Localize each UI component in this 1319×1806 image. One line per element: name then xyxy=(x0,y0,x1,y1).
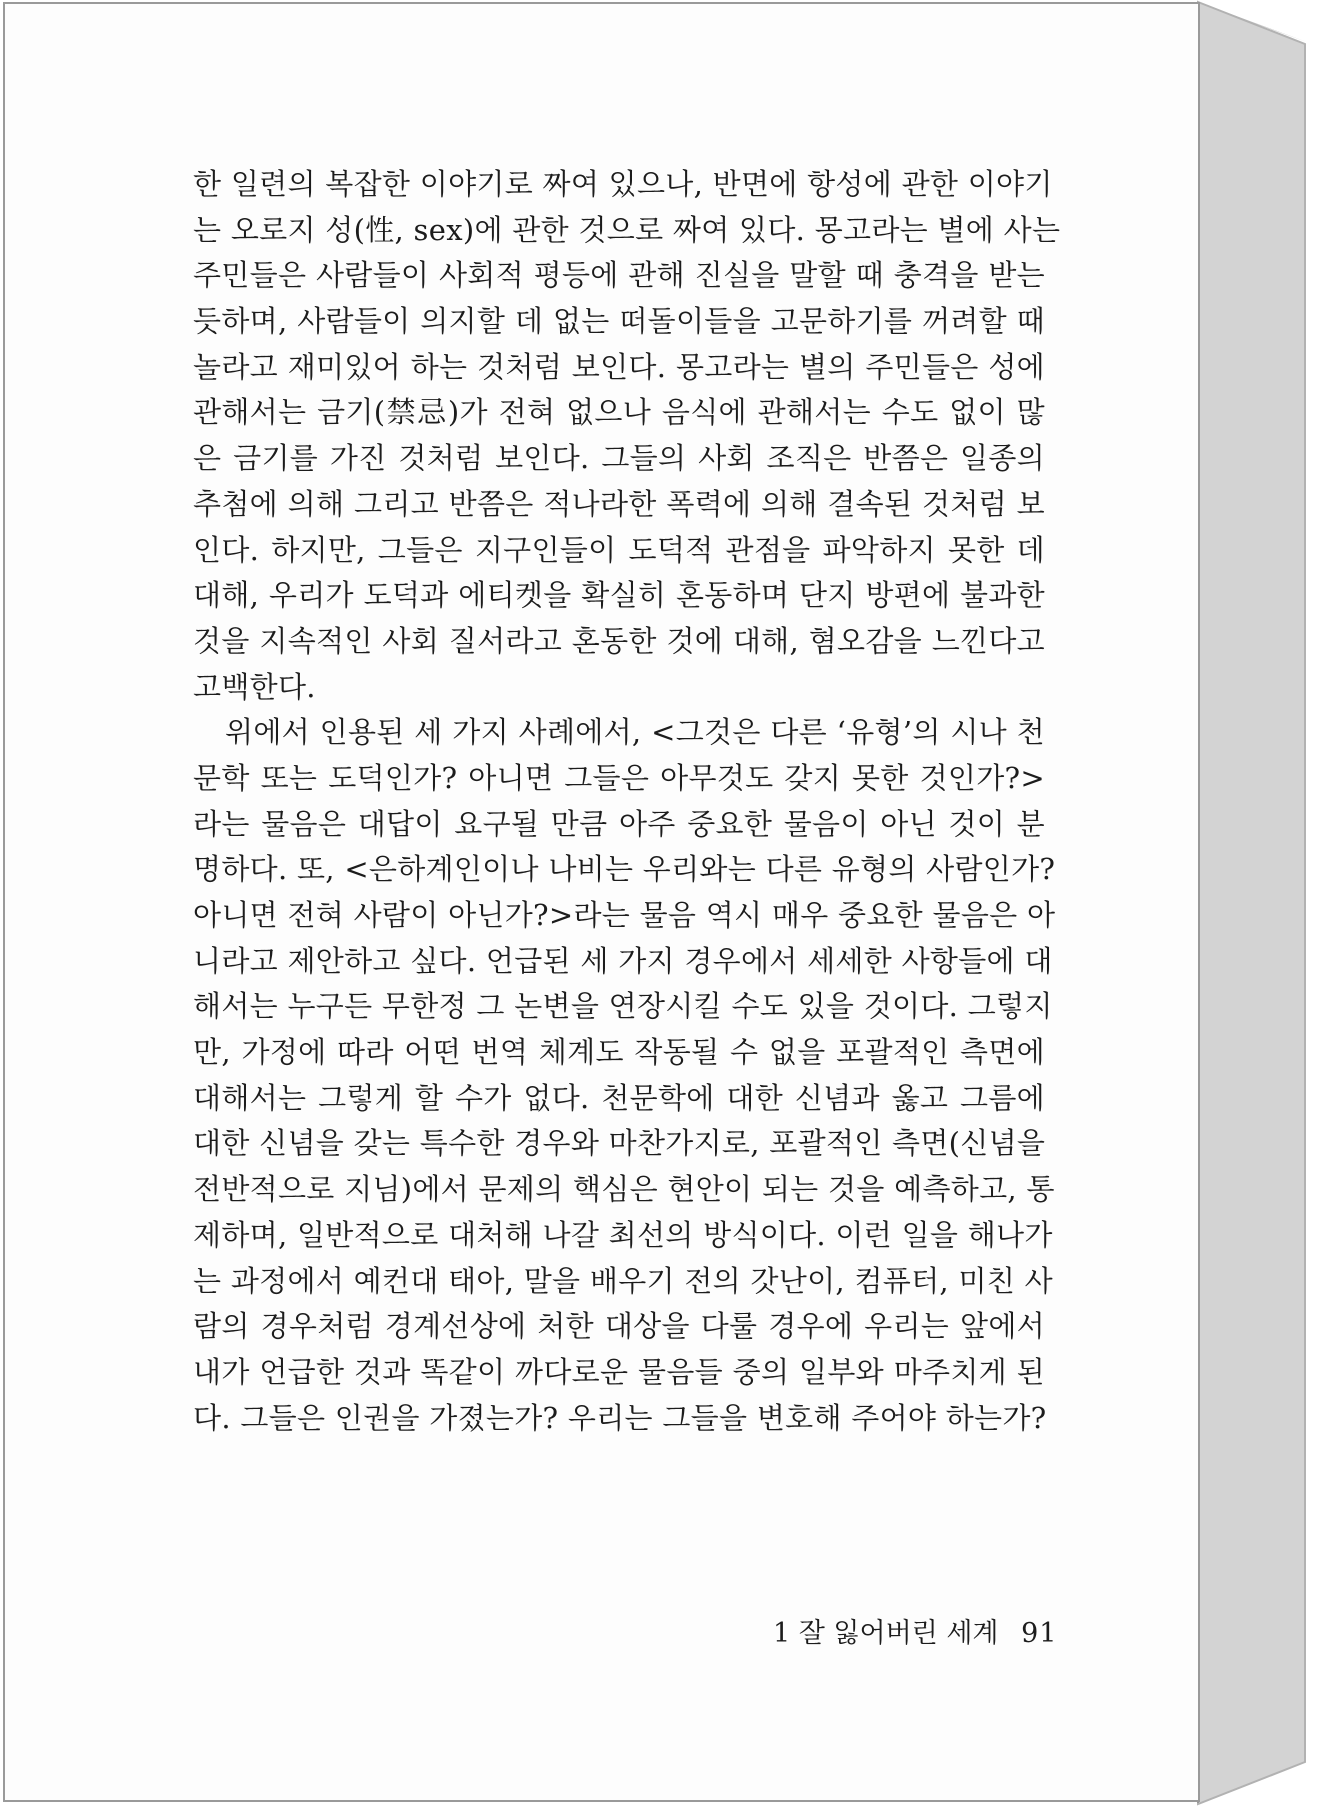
body-text xyxy=(193,162,1061,1441)
text-line: 대한 신념을 갖는 특수한 경우와 마찬가지로, 포괄적인 측면(신념을 xyxy=(193,1126,1046,1161)
text-line: 니라고 제안하고 싶다. 언급된 세 가지 경우에서 세세한 사항들에 대 xyxy=(193,943,1053,978)
text-line: 것을 지속적인 사회 질서라고 혼동한 것에 대해, 혐오감을 느낀다고 xyxy=(193,623,1045,658)
page-footer xyxy=(773,1614,1057,1654)
text-line: 대해서는 그렇게 할 수가 없다. 천문학에 대한 신념과 옳고 그름에 xyxy=(193,1080,1045,1115)
text-line: 대해, 우리가 도덕과 에티켓을 확실히 혼동하며 단지 방편에 불과한 xyxy=(193,578,1045,613)
text-line: 관해서는 금기(禁忌)가 전혀 없으나 음식에 관해서는 수도 없이 많 xyxy=(193,395,1045,430)
text-line: 는 과정에서 예컨대 태아, 말을 배우기 전의 갓난이, 컴퓨터, 미친 사 xyxy=(193,1263,1053,1298)
text-line: 놀라고 재미있어 하는 것처럼 보인다. 몽고라는 별의 주민들은 성에 xyxy=(193,349,1045,384)
text-line: 아니면 전혀 사람이 아닌가?>라는 물음 역시 매우 중요한 물음은 아 xyxy=(193,898,1056,932)
text-line: 인다. 하지만, 그들은 지구인들이 도덕적 관점을 파악하지 못한 데 xyxy=(193,532,1045,567)
text-line: 는 오로지 성(性, sex)에 관한 것으로 짜여 있다. 몽고라는 별에 사는 xyxy=(193,212,1061,247)
text-line: 위에서 인용된 세 가지 사례에서, <그것은 다른 ‘유형’의 시나 천 xyxy=(225,715,1045,750)
spine-side-face xyxy=(1198,2,1305,1804)
text-line: 추첨에 의해 그리고 반쯤은 적나라한 폭력에 의해 결속된 것처럼 보 xyxy=(193,486,1045,521)
chapter-title: 1 잘 잃어버린 세계 xyxy=(773,1618,999,1649)
text-line: 한 일련의 복잡한 이야기로 짜여 있으나, 반면에 항성에 관한 이야기 xyxy=(193,167,1053,201)
text-line: 제하며, 일반적으로 대처해 나갈 최선의 방식이다. 이런 일을 해나가 xyxy=(193,1217,1053,1252)
text-line: 문학 또는 도덕인가? 아니면 그들은 아무것도 갖지 못한 것인가?> xyxy=(193,760,1045,795)
text-line: 만, 가정에 따라 어떤 번역 체계도 작동될 수 없을 포괄적인 측면에 xyxy=(193,1035,1045,1070)
text-line: 해서는 누구든 무한정 그 논변을 연장시킬 수도 있을 것이다. 그렇지 xyxy=(193,989,1053,1024)
text-line: 다. 그들은 인권을 가졌는가? 우리는 그들을 변호해 주어야 하는가? xyxy=(193,1400,1047,1435)
text-line: 명하다. 또, <은하계인이나 나비는 우리와는 다른 유형의 사람인가? xyxy=(193,852,1056,887)
text-line: 은 금기를 가진 것처럼 보인다. 그들의 사회 조직은 반쯤은 일종의 xyxy=(193,441,1045,476)
text-line: 라는 물음은 대답이 요구될 만큼 아주 중요한 물음이 아닌 것이 분 xyxy=(193,806,1045,841)
text-line: 고백한다. xyxy=(193,669,316,704)
text-line: 람의 경우처럼 경계선상에 처한 대상을 다룰 경우에 우리는 앞에서 xyxy=(193,1309,1045,1344)
text-line: 내가 언급한 것과 똑같이 까다로운 물음들 중의 일부와 마주치게 된 xyxy=(193,1354,1045,1389)
page-number: 91 xyxy=(1021,1618,1058,1649)
text-line: 주민들은 사람들이 사회적 평등에 관해 진실을 말할 때 충격을 받는 xyxy=(193,258,1045,293)
text-line: 듯하며, 사람들이 의지할 데 없는 떠돌이들을 고문하기를 꺼려할 때 xyxy=(193,304,1045,339)
text-line: 전반적으로 지님)에서 문제의 핵심은 현안이 되는 것을 예측하고, 통 xyxy=(193,1172,1055,1207)
